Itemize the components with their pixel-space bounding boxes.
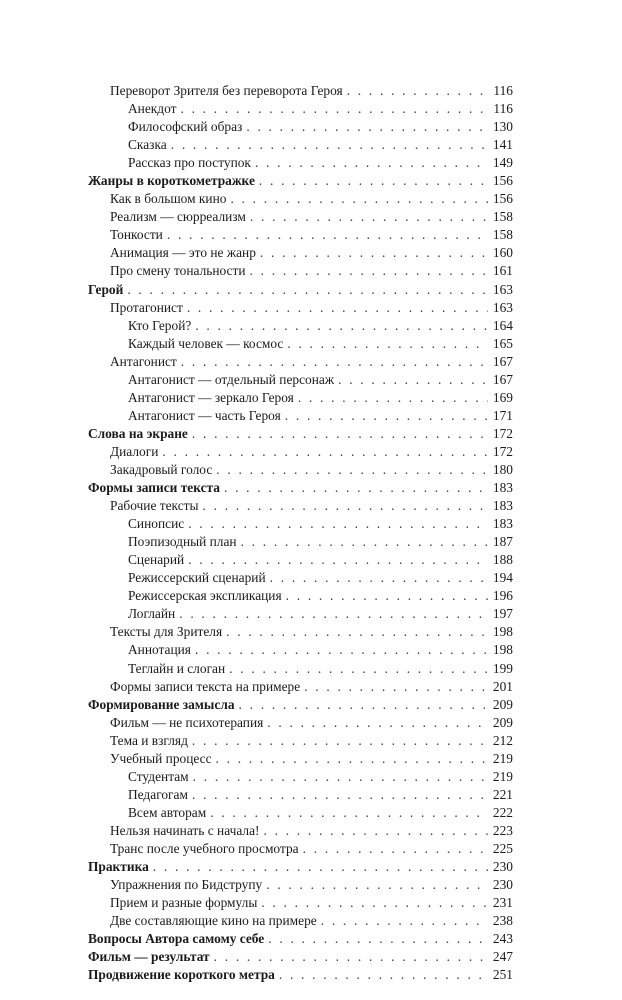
dot-leader	[195, 317, 488, 335]
toc-entry-title: Фильм — не психотерапия	[110, 714, 264, 730]
toc-entry	[88, 317, 513, 335]
toc-entry	[88, 605, 513, 623]
toc-entry-page-number: 187	[492, 534, 513, 550]
dot-leader	[239, 696, 488, 714]
toc-entry	[88, 533, 513, 551]
toc-entry-page-number: 219	[492, 768, 513, 784]
toc-entry	[88, 768, 513, 786]
toc-entry-page-number: 167	[492, 353, 513, 369]
toc-entry-title: Транс после учебного просмотра	[110, 840, 299, 856]
toc-entry-title: Анимация — это не жанр	[110, 245, 256, 261]
dot-leader	[188, 551, 488, 569]
toc-entry-page-number: 197	[492, 606, 513, 622]
dot-leader	[192, 425, 488, 443]
toc-section-entry	[88, 858, 513, 876]
toc-entry-page-number: 209	[492, 714, 513, 730]
dot-leader	[153, 858, 488, 876]
dot-leader	[224, 479, 488, 497]
toc-entry-page-number: 141	[492, 137, 513, 153]
toc-section-entry	[88, 696, 513, 714]
toc-entry	[88, 804, 513, 822]
toc-entry	[88, 154, 513, 172]
toc-entry-title: Режиссерский сценарий	[128, 570, 266, 586]
toc-entry-title: Реализм — сюрреализм	[110, 209, 246, 225]
dot-leader	[203, 497, 488, 515]
toc-entry-title: Логлайн	[128, 606, 176, 622]
toc-entry-title: Формирование замысла	[88, 696, 235, 712]
toc-entry-page-number: 251	[492, 967, 513, 983]
toc-entry-title: Студентам	[128, 768, 189, 784]
toc-entry-page-number: 116	[493, 101, 513, 117]
toc-entry-title: Антагонист	[110, 353, 177, 369]
toc-entry-title: Слова на экране	[88, 425, 188, 441]
toc-entry-title: Режиссерская экспликация	[128, 588, 282, 604]
toc-entry-title: Тема и взгляд	[110, 732, 188, 748]
toc-entry-title: Фильм — результат	[88, 949, 210, 965]
toc-entry-page-number: 194	[492, 570, 513, 586]
dot-leader	[230, 190, 488, 208]
dot-leader	[321, 912, 488, 930]
toc-entry-page-number: 164	[492, 317, 513, 333]
toc-entry-title: Формы записи текста	[88, 480, 220, 496]
dot-leader	[250, 208, 488, 226]
toc-entry-title: Сценарий	[128, 552, 185, 568]
toc-entry	[88, 732, 513, 750]
toc-entry-page-number: 199	[492, 660, 513, 676]
dot-leader	[195, 641, 488, 659]
toc-entry-title: Рабочие тексты	[110, 498, 199, 514]
dot-leader	[216, 750, 488, 768]
toc-entry-title: Сказка	[128, 137, 167, 153]
toc-entry	[88, 82, 513, 100]
toc-entry-title: Продвижение короткого метра	[88, 967, 275, 983]
toc-entry-title: Прием и разные формулы	[110, 895, 258, 911]
toc-entry	[88, 660, 513, 678]
toc-entry-title: Антагонист — отдельный персонаж	[128, 371, 335, 387]
toc-entry-title: Анекдот	[128, 101, 177, 117]
toc-entry	[88, 461, 513, 479]
toc-entry-page-number: 172	[492, 425, 513, 441]
dot-leader	[286, 587, 488, 605]
toc-entry-page-number: 130	[492, 119, 513, 135]
toc-entry-title: Тексты для Зрителя	[110, 624, 223, 640]
toc-section-entry	[88, 425, 513, 443]
dot-leader	[255, 154, 488, 172]
dot-leader	[241, 533, 488, 551]
toc-entry-page-number: 212	[492, 732, 513, 748]
toc-entry-page-number: 161	[492, 263, 513, 279]
dot-leader	[210, 804, 488, 822]
toc-entry-page-number: 172	[492, 443, 513, 459]
toc-entry	[88, 335, 513, 353]
toc-entry-title: Нельзя начинать с начала!	[110, 822, 260, 838]
toc-entry	[88, 353, 513, 371]
toc-section-entry	[88, 966, 513, 984]
toc-entry-title: Диалоги	[110, 443, 159, 459]
toc-entry-page-number: 238	[492, 913, 513, 929]
toc-entry-page-number: 116	[493, 83, 513, 98]
toc-entry-title: Упражнения по Бидструпу	[110, 877, 263, 893]
toc-entry	[88, 389, 513, 407]
toc-entry-page-number: 225	[492, 840, 513, 856]
dot-leader	[216, 461, 488, 479]
toc-entry-title: Протагонист	[110, 299, 183, 315]
toc-entry	[88, 407, 513, 425]
toc-entry-title: Практика	[88, 859, 149, 875]
toc-entry-title: Герой	[88, 281, 124, 297]
toc-entry-page-number: 158	[492, 227, 513, 243]
toc-entry	[88, 641, 513, 659]
toc-entry-title: Рассказ про поступок	[128, 155, 251, 171]
dot-leader	[226, 623, 488, 641]
toc-section-entry	[88, 479, 513, 497]
toc-entry	[88, 750, 513, 768]
toc-entry-page-number: 209	[492, 696, 513, 712]
toc-entry-title: Синопсис	[128, 516, 185, 532]
toc-entry-title: Поэпизодный план	[128, 534, 237, 550]
dot-leader	[261, 894, 488, 912]
toc-entry-title: Всем авторам	[128, 804, 207, 820]
dot-leader	[298, 389, 488, 407]
toc-entry-title: Переворот Зрителя без переворота Героя	[110, 83, 343, 98]
dot-leader	[193, 768, 488, 786]
toc-entry-page-number: 196	[492, 588, 513, 604]
toc-entry	[88, 497, 513, 515]
dot-leader	[260, 244, 488, 262]
toc-section-entry	[88, 172, 513, 190]
toc-entry	[88, 786, 513, 804]
toc-entry	[88, 623, 513, 641]
toc-entry-title: Антагонист — зеркало Героя	[128, 389, 294, 405]
toc-section-entry	[88, 930, 513, 948]
toc-entry-title: Философский образ	[128, 119, 243, 135]
dot-leader	[179, 605, 488, 623]
toc-entry-page-number: 149	[492, 155, 513, 171]
dot-leader	[246, 118, 488, 136]
toc-entry-page-number: 180	[492, 461, 513, 477]
dot-leader	[214, 948, 488, 966]
toc-entry-title: Антагонист — часть Героя	[128, 407, 281, 423]
toc-entry-title: Вопросы Автора самому себе	[88, 931, 265, 947]
dot-leader	[338, 371, 488, 389]
toc-entry-page-number: 230	[492, 877, 513, 893]
toc-entry-title: Как в большом кино	[110, 191, 227, 207]
toc-section-entry	[88, 281, 513, 299]
toc-entry-page-number: 221	[492, 786, 513, 802]
table-of-contents	[88, 82, 513, 984]
toc-entry-title: Учебный процесс	[110, 750, 212, 766]
toc-entry-page-number: 247	[492, 949, 513, 965]
toc-entry-page-number: 163	[492, 299, 513, 315]
toc-entry-title: Формы записи текста на примере	[110, 678, 301, 694]
toc-entry-page-number: 183	[492, 516, 513, 532]
dot-leader	[229, 660, 488, 678]
toc-section-entry	[88, 948, 513, 966]
toc-entry-page-number: 201	[492, 678, 513, 694]
dot-leader	[270, 569, 488, 587]
dot-leader	[127, 281, 488, 299]
toc-entry-page-number: 223	[492, 822, 513, 838]
toc-entry-title: Педагогам	[128, 786, 188, 802]
toc-entry-title: Жанры в короткометражке	[88, 173, 255, 189]
toc-entry-page-number: 230	[492, 859, 513, 875]
dot-leader	[187, 299, 488, 317]
toc-entry	[88, 208, 513, 226]
toc-entry	[88, 894, 513, 912]
dot-leader	[192, 786, 488, 804]
toc-entry-title: Кто Герой?	[128, 317, 192, 333]
toc-entry-page-number: 183	[492, 498, 513, 514]
toc-entry-page-number: 167	[492, 371, 513, 387]
dot-leader	[285, 407, 488, 425]
toc-entry-page-number: 183	[492, 480, 513, 496]
toc-entry-page-number: 156	[492, 191, 513, 207]
toc-entry-page-number: 163	[492, 281, 513, 297]
toc-entry-page-number: 231	[492, 895, 513, 911]
dot-leader	[181, 353, 488, 371]
toc-entry	[88, 587, 513, 605]
toc-entry	[88, 678, 513, 696]
toc-entry	[88, 371, 513, 389]
toc-entry-page-number: 156	[492, 173, 513, 189]
toc-entry-page-number: 219	[492, 750, 513, 766]
dot-leader	[266, 876, 488, 894]
dot-leader	[304, 678, 488, 696]
dot-leader	[267, 714, 488, 732]
toc-entry-page-number: 198	[492, 642, 513, 658]
dot-leader	[180, 100, 488, 118]
dot-leader	[264, 822, 489, 840]
toc-entry	[88, 714, 513, 732]
toc-entry-page-number: 169	[492, 389, 513, 405]
toc-entry	[88, 822, 513, 840]
toc-entry	[88, 244, 513, 262]
toc-entry-page-number: 198	[492, 624, 513, 640]
toc-entry	[88, 262, 513, 280]
toc-entry	[88, 515, 513, 533]
dot-leader	[279, 966, 488, 984]
toc-entry-title: Аннотация	[128, 642, 191, 658]
toc-entry-page-number: 165	[492, 335, 513, 351]
dot-leader	[268, 930, 488, 948]
toc-entry	[88, 876, 513, 894]
toc-entry-title: Закадровый голос	[110, 461, 213, 477]
dot-leader	[250, 262, 488, 280]
toc-entry	[88, 840, 513, 858]
dot-leader	[303, 840, 488, 858]
toc-entry	[88, 226, 513, 244]
toc-entry	[88, 569, 513, 587]
toc-entry-page-number: 158	[492, 209, 513, 225]
toc-entry	[88, 443, 513, 461]
toc-entry-page-number: 243	[492, 931, 513, 947]
toc-entry-title: Тонкости	[110, 227, 163, 243]
dot-leader	[259, 172, 488, 190]
toc-entry-title: Теглайн и слоган	[128, 660, 226, 676]
dot-leader	[347, 82, 488, 100]
toc-entry	[88, 551, 513, 569]
toc-entry-page-number: 222	[492, 804, 513, 820]
toc-entry-page-number: 171	[492, 407, 513, 423]
toc-entry	[88, 912, 513, 930]
toc-entry-title: Две составляющие кино на примере	[110, 913, 317, 929]
dot-leader	[287, 335, 488, 353]
toc-entry	[88, 118, 513, 136]
toc-entry	[88, 100, 513, 118]
toc-entry	[88, 136, 513, 154]
toc-entry	[88, 190, 513, 208]
toc-entry-title: Про смену тональности	[110, 263, 246, 279]
dot-leader	[192, 732, 488, 750]
dot-leader	[167, 226, 488, 244]
toc-entry-page-number: 160	[492, 245, 513, 261]
dot-leader	[188, 515, 488, 533]
toc-entry	[88, 299, 513, 317]
toc-entry-title: Каждый человек — космос	[128, 335, 284, 351]
toc-entry-page-number: 188	[492, 552, 513, 568]
dot-leader	[171, 136, 488, 154]
dot-leader	[162, 443, 488, 461]
